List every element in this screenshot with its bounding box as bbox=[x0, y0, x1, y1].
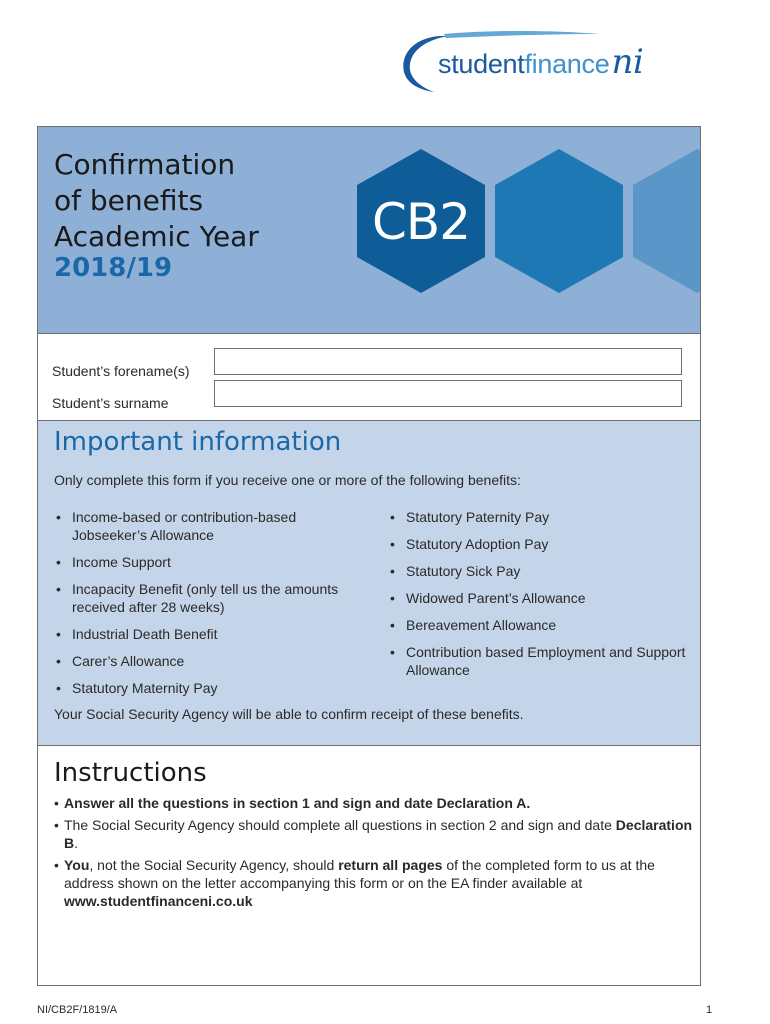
benefit-item: • Carer’s Allowance bbox=[54, 652, 364, 670]
benefit-item: • Statutory Paternity Pay bbox=[388, 508, 688, 526]
benefits-list-right bbox=[388, 508, 688, 679]
benefit-item: • Income-based or contribution-based Jobseeker’s Allowance bbox=[54, 508, 364, 544]
title-line-1: Confirmation bbox=[54, 148, 236, 181]
benefit-item: • Statutory Sick Pay bbox=[388, 562, 688, 580]
instruction-item-2 bbox=[54, 816, 694, 852]
benefit-item: • Widowed Parent’s Allowance bbox=[388, 589, 688, 607]
academic-year: 2018/19 bbox=[54, 253, 173, 283]
important-information-panel bbox=[38, 420, 700, 746]
forename-input[interactable] bbox=[214, 348, 682, 375]
logo-student-text: student bbox=[438, 49, 525, 79]
instruction-2-text: The Social Security Agency should complete all questions in section 2 and sign and date bbox=[64, 817, 616, 833]
important-information-heading: Important information bbox=[54, 427, 342, 457]
instructions-list bbox=[54, 794, 694, 914]
benefit-item: • Statutory Adoption Pay bbox=[388, 535, 688, 553]
page-number: 1 bbox=[706, 1004, 713, 1016]
benefit-item: • Incapacity Benefit (only tell us the amounts received after 28 weeks) bbox=[54, 580, 364, 616]
form-code: CB2 bbox=[371, 193, 471, 251]
logo-finance-text: finance bbox=[524, 49, 610, 79]
instruction-2-end: . bbox=[74, 835, 79, 851]
instruction-3-you: You bbox=[64, 857, 90, 873]
forename-label: Student’s forename(s) bbox=[52, 363, 190, 379]
title-line-2: of benefits bbox=[54, 184, 204, 217]
benefits-list-left bbox=[54, 508, 364, 697]
important-information-footer: Your Social Security Agency will be able to confirm receipt of these benefits. bbox=[54, 706, 524, 722]
student-finance-ni-logo bbox=[400, 28, 730, 98]
form-title bbox=[54, 147, 259, 255]
instruction-3-text-1: , not the Social Security Agency, should bbox=[89, 857, 339, 873]
surname-input[interactable] bbox=[214, 380, 682, 407]
benefit-item: • Income Support bbox=[54, 553, 364, 571]
instruction-1-text: Answer all the questions in section 1 and sign and date Declaration A. bbox=[64, 795, 531, 811]
instructions-heading: Instructions bbox=[54, 758, 207, 788]
instruction-3-return-all-pages: return all pages bbox=[338, 857, 443, 873]
benefit-item: • Bereavement Allowance bbox=[388, 616, 688, 634]
important-information-intro: Only complete this form if you receive one or more of the following benefits: bbox=[54, 472, 521, 488]
website-link[interactable]: www.studentfinanceni.co.uk bbox=[64, 893, 253, 909]
benefit-item: • Industrial Death Benefit bbox=[54, 625, 364, 643]
instruction-item-3 bbox=[54, 856, 694, 910]
instruction-2-declaration: Declaration B bbox=[64, 817, 693, 851]
instruction-3-text-2: of the completed form to us at the address shown on the letter accompanying this form or on the EA finder available at bbox=[64, 857, 655, 891]
logo-ni-text: ni bbox=[611, 42, 644, 82]
benefit-item: • Statutory Maternity Pay bbox=[54, 679, 364, 697]
benefit-item: • Contribution based Employment and Support Allowance bbox=[388, 643, 688, 679]
hero-banner bbox=[38, 127, 700, 334]
instruction-item-1 bbox=[54, 794, 694, 812]
title-line-3: Academic Year bbox=[54, 220, 259, 253]
form-reference: NI/CB2F/1819/A bbox=[37, 1004, 118, 1016]
surname-label: Student’s surname bbox=[52, 395, 169, 411]
